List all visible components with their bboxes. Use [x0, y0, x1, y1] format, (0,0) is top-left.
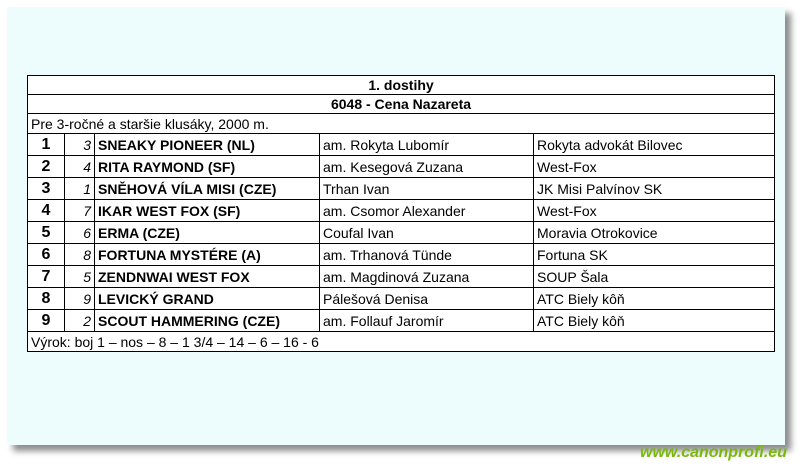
- driver-cell: Trhan Ivan: [320, 178, 534, 200]
- owner-cell: West-Fox: [534, 156, 775, 178]
- race-result-row: [28, 332, 775, 352]
- start-number-cell: 1: [65, 178, 95, 200]
- start-number-cell: 7: [65, 200, 95, 222]
- race-title: 1. dostihy: [28, 76, 775, 95]
- table-row: [28, 134, 775, 156]
- results-body: [28, 76, 775, 352]
- horse-cell: SCOUT HAMMERING (CZE): [95, 310, 320, 332]
- start-number-cell: 2: [65, 310, 95, 332]
- start-number-cell: 6: [65, 222, 95, 244]
- driver-cell: am. Rokyta Lubomír: [320, 134, 534, 156]
- place-cell: 4: [28, 200, 65, 222]
- horse-cell: SNĚHOVÁ VÍLA MISI (CZE): [95, 178, 320, 200]
- place-cell: 5: [28, 222, 65, 244]
- table-row: [28, 156, 775, 178]
- owner-cell: Rokyta advokát Bilovec: [534, 134, 775, 156]
- owner-cell: Fortuna SK: [534, 244, 775, 266]
- place-cell: 8: [28, 288, 65, 310]
- table-row: [28, 288, 775, 310]
- race-title-row: [28, 76, 775, 95]
- owner-cell: West-Fox: [534, 200, 775, 222]
- owner-cell: ATC Biely kôň: [534, 288, 775, 310]
- race-result-text: Výrok: boj 1 – nos – 8 – 1 3/4 – 14 – 6 – 16 - 6: [28, 332, 775, 352]
- owner-cell: JK Misi Palvínov SK: [534, 178, 775, 200]
- horse-cell: ERMA (CZE): [95, 222, 320, 244]
- race-results-table: [27, 75, 775, 352]
- start-number-cell: 9: [65, 288, 95, 310]
- table-row: [28, 178, 775, 200]
- table-row: [28, 200, 775, 222]
- driver-cell: am. Csomor Alexander: [320, 200, 534, 222]
- horse-cell: RITA RAYMOND (SF): [95, 156, 320, 178]
- place-cell: 3: [28, 178, 65, 200]
- owner-cell: Moravia Otrokovice: [534, 222, 775, 244]
- table-row: [28, 244, 775, 266]
- place-cell: 1: [28, 134, 65, 156]
- race-conditions: Pre 3-ročné a staršie klusáky, 2000 m.: [28, 114, 775, 134]
- table-row: [28, 310, 775, 332]
- owner-cell: ATC Biely kôň: [534, 310, 775, 332]
- horse-cell: LEVICKÝ GRAND: [95, 288, 320, 310]
- driver-cell: Pálešová Denisa: [320, 288, 534, 310]
- horse-cell: FORTUNA MYSTÉRE (A): [95, 244, 320, 266]
- driver-cell: am. Kesegová Zuzana: [320, 156, 534, 178]
- driver-cell: am. Trhanová Tünde: [320, 244, 534, 266]
- horse-cell: ZENDNWAI WEST FOX: [95, 266, 320, 288]
- watermark-text: www.canonprofi.eu: [640, 444, 787, 461]
- place-cell: 9: [28, 310, 65, 332]
- driver-cell: am. Magdinová Zuzana: [320, 266, 534, 288]
- race-name-row: [28, 95, 775, 114]
- place-cell: 6: [28, 244, 65, 266]
- horse-cell: IKAR WEST FOX (SF): [95, 200, 320, 222]
- owner-cell: SOUP Šala: [534, 266, 775, 288]
- place-cell: 7: [28, 266, 65, 288]
- place-cell: 2: [28, 156, 65, 178]
- start-number-cell: 5: [65, 266, 95, 288]
- horse-cell: SNEAKY PIONEER (NL): [95, 134, 320, 156]
- driver-cell: Coufal Ivan: [320, 222, 534, 244]
- table-row: [28, 266, 775, 288]
- table-row: [28, 222, 775, 244]
- driver-cell: am. Follauf Jaromír: [320, 310, 534, 332]
- start-number-cell: 3: [65, 134, 95, 156]
- start-number-cell: 8: [65, 244, 95, 266]
- start-number-cell: 4: [65, 156, 95, 178]
- race-name: 6048 - Cena Nazareta: [28, 95, 775, 114]
- race-conditions-row: [28, 114, 775, 134]
